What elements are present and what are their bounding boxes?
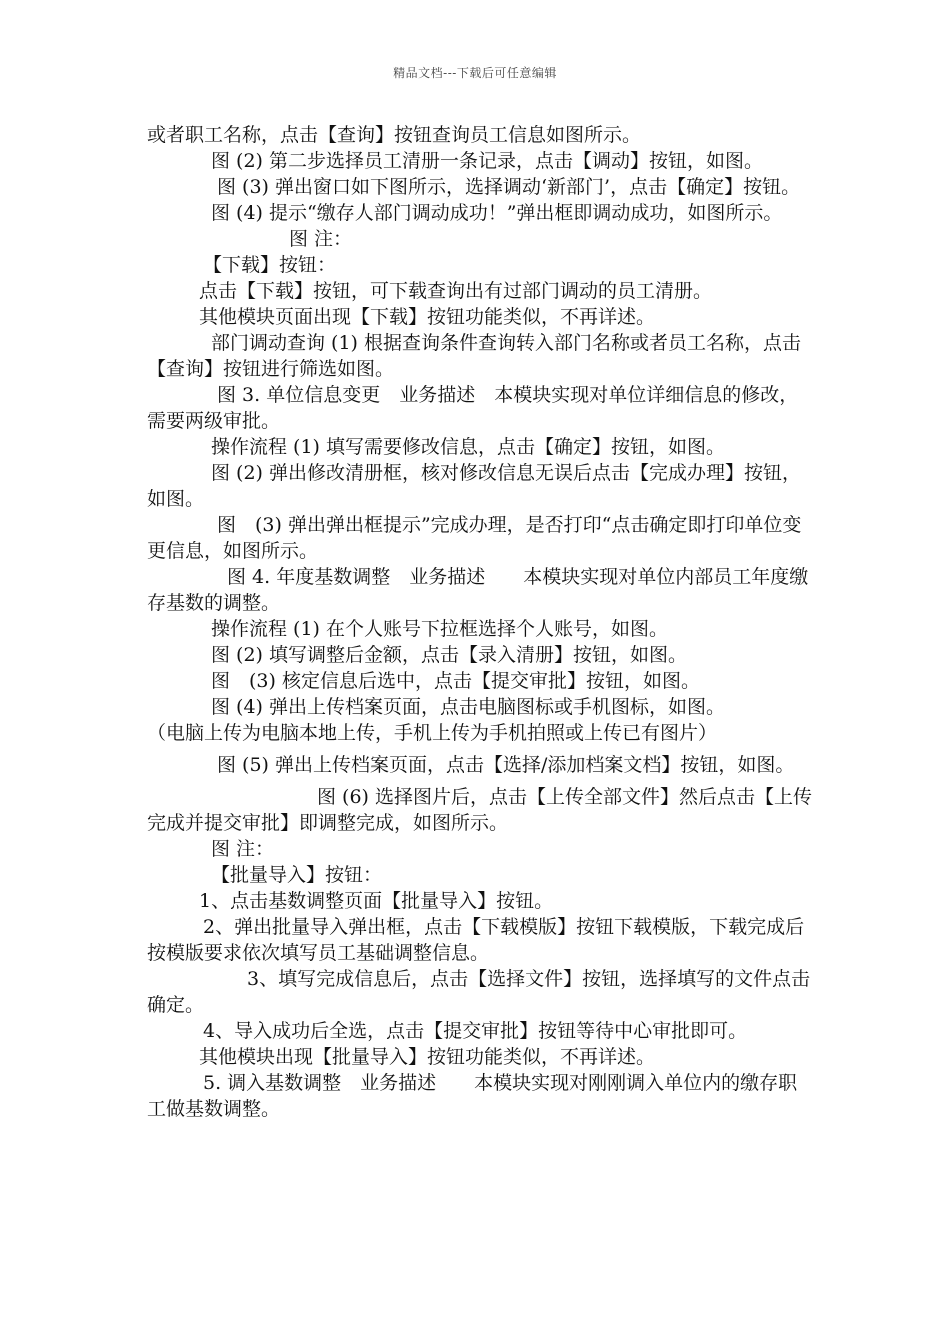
paragraph: 2、弹出批量导入弹出框，点击【下载模版】按钮下载模版，下载完成后按模版要求依次填写员工基础调整信息。: [147, 916, 805, 964]
paragraph: 3、填写完成信息后，点击【选择文件】按钮，选择填写的文件点击确定。: [147, 968, 811, 1016]
paragraph: 5. 调入基数调整 业务描述 本模块实现对刚刚调入单位内的缴存职工做基数调整。: [147, 1072, 798, 1120]
paragraph: 其他模块页面出现【下载】按钮功能类似，不再详述。: [199, 306, 656, 328]
paragraph: 【批量导入】按钮：: [211, 864, 383, 886]
paragraph: 操作流程 (1) 填写需要修改信息，点击【确定】按钮，如图。: [211, 436, 725, 458]
paragraph: 图 (3) 弹出弹出框提示”完成办理，是否打印“点击确定即打印单位变更信息，如图所示。: [147, 514, 802, 562]
paragraph: 部门调动查询 (1) 根据查询条件查询转入部门名称或者员工名称，点击【查询】按钮进行筛选如图。: [147, 332, 801, 380]
paragraph: 图 (2) 弹出修改清册框，核对修改信息无误后点击【完成办理】按钮，如图。: [147, 462, 801, 510]
paragraph: 图 注：: [289, 228, 353, 250]
paragraph: 图 (6) 选择图片后，点击【上传全部文件】然后点击【上传完成并提交审批】即调整完成，如图所示。: [147, 786, 812, 834]
paragraph: 图 3. 单位信息变更 业务描述 本模块实现对单位详细信息的修改，需要两级审批。: [147, 384, 799, 432]
paragraph: 图 (2) 第二步选择员工清册一条记录，点击【调动】按钮，如图。: [211, 150, 763, 172]
paragraph: 图 (4) 弹出上传档案页面，点击电脑图标或手机图标，如图。: [211, 696, 725, 718]
paragraph: 【下载】按钮：: [203, 254, 337, 276]
paragraph: 其他模块出现【批量导入】按钮功能类似，不再详述。: [199, 1046, 656, 1068]
paragraph: 或者职工名称，点击【查询】按钮查询员工信息如图所示。: [147, 124, 642, 146]
paragraph: 图 (2) 填写调整后金额，点击【录入清册】按钮，如图。: [211, 644, 687, 666]
paragraph: 操作流程 (1) 在个人账号下拉框选择个人账号，如图。: [211, 618, 668, 640]
paragraph: 4、导入成功后全选，点击【提交审批】按钮等待中心审批即可。: [203, 1020, 748, 1042]
page-header: 精品文档---下载后可任意编辑: [393, 66, 557, 80]
paragraph: 图 注：: [211, 838, 275, 860]
paragraph: 图 (3) 核定信息后选中，点击【提交审批】按钮，如图。: [211, 670, 700, 692]
document-body: [147, 122, 813, 1122]
paragraph: 图 4. 年度基数调整 业务描述 本模块实现对单位内部员工年度缴存基数的调整。: [147, 566, 809, 614]
paragraph: 1、点击基数调整页面【批量导入】按钮。: [199, 890, 554, 912]
paragraph: （电脑上传为电脑本地上传，手机上传为手机拍照或上传已有图片）: [147, 722, 718, 744]
paragraph: 图 (5) 弹出上传档案页面，点击【选择/添加档案文档】按钮，如图。: [217, 754, 795, 776]
paragraph: 图 (3) 弹出窗口如下图所示，选择调动‘新部门’，点击【确定】按钮。: [217, 176, 801, 198]
paragraph: 图 (4) 提示“缴存人部门调动成功！”弹出框即调动成功，如图所示。: [211, 202, 783, 224]
paragraph: 点击【下载】按钮，可下载查询出有过部门调动的员工清册。: [199, 280, 713, 302]
